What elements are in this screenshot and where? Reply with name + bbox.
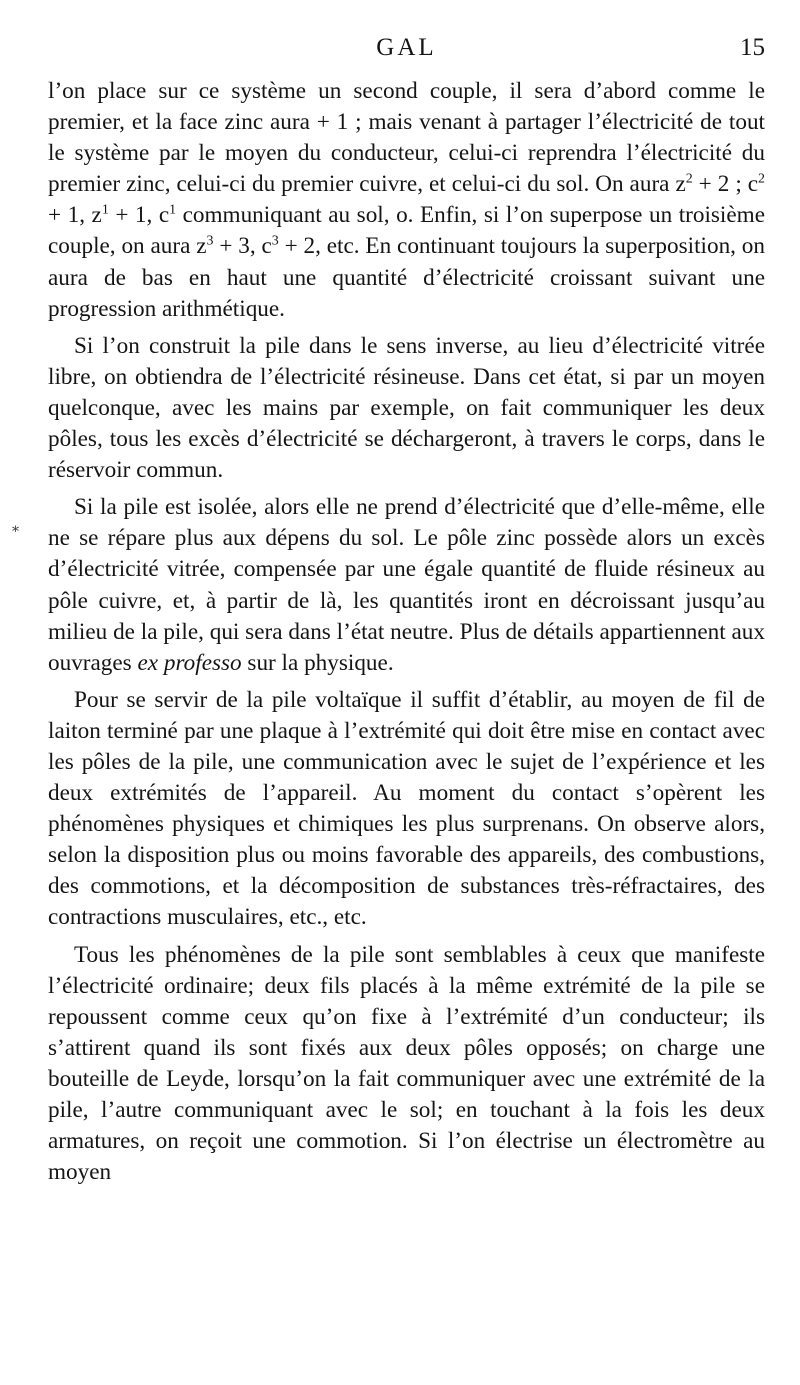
paragraph [48, 492, 765, 679]
text-segment: + 2 ; c [692, 171, 759, 198]
superscript: 1 [169, 202, 177, 218]
superscript: 2 [685, 171, 693, 187]
page-header [48, 34, 765, 74]
superscript: 3 [271, 233, 279, 249]
paragraph [48, 76, 765, 325]
superscript: 1 [101, 202, 109, 218]
superscript: 3 [206, 233, 214, 249]
text-segment: + 1, c [108, 202, 170, 229]
text-segment: l’on place sur ce système un second couple, il sera d’abord comme le premier, et la face zinc aura + 1 ; mais venant à partager l’électricité de tout le système par le moyen du conducteur, celui-ci reprendra l’électricité du premier zinc, celui-ci du premier cuivre, et celui-ci du sol. On aura z [48, 78, 765, 198]
running-head: GAL [376, 34, 437, 61]
text-segment: Tous les phénomènes de la pile sont semblables à ceux que manifeste l’électricité ordinaire; deux fils placés à la même extrémité de la pile se repoussent comme ceux qu’on fixe à l’extrémité d’un conducteur; ils s’attirent quand ils sont fixés aux deux pôles opposés; on charge une bouteille de Leyde, lorsqu’on la fait communiquer avec une extrémité de la pile, l’autre communiquant avec le sol; en touchant à la fois les deux armatures, on reçoit une commotion. Si l’on électrise un électromètre au moyen [48, 941, 765, 1186]
text-segment: communiquant au sol, o. Enfin, si l’on superpose un troisième couple, on aura z [48, 202, 765, 260]
text-segment: Si l’on construit la pile dans le sens inverse, au lieu d’électricité vitrée libre, on obtiendra de l’électricité résineuse. Dans cet état, si par un moyen quelconque, avec les mains par exemple, on fait communiquer les deux pôles, tous les excès d’électricité se déchargeront, à travers le corps, dans le réservoir commun. [48, 332, 765, 484]
text-segment: + 2, etc. En continuant toujours la superposition, on aura de bas en haut une quantité d’électricité croissant suivant une progression arithmétique. [48, 233, 765, 322]
text-segment: + 3, c [213, 233, 272, 260]
superscript: 2 [758, 171, 765, 187]
margin-mark: * [12, 524, 19, 540]
page-number: 15 [740, 34, 765, 61]
text-segment: Si la pile est isolée, alors elle ne prend d’électricité que d’elle-même, elle ne se répare plus aux dépens du sol. Le pôle zinc possède alors un excès d’électricité vitrée, compensée par une égale quantité de fluide résineux au pôle cuivre, et, à partir de là, les quantités iront en décroissant jusqu’au milieu de la pile, qui sera dans l’état neutre. Plus de détails appartiennent aux ouvrages [48, 494, 765, 676]
paragraph [48, 331, 765, 486]
text-segment: sur la physique. [241, 649, 394, 676]
body-text [48, 76, 765, 1194]
paragraph [48, 940, 765, 1189]
text-segment: + 1, z [48, 202, 102, 229]
paragraph [48, 685, 765, 934]
text-segment: Pour se servir de la pile voltaïque il suffit d’établir, au moyen de fil de laiton terminé par une plaque à l’extrémité qui doit être mise en contact avec les pôles de la pile, une communication avec le sujet de l’expérience et les deux extrémités de l’appareil. Au moment du contact s’opèrent les phénomènes physiques et chimiques les plus surprenans. On observe alors, selon la disposition plus ou moins favorable des appareils, des combustions, des commotions, et la décomposition de substances très-réfractaires, des contractions musculaires, etc., etc. [48, 686, 765, 931]
italic-text: ex professo [137, 649, 242, 676]
